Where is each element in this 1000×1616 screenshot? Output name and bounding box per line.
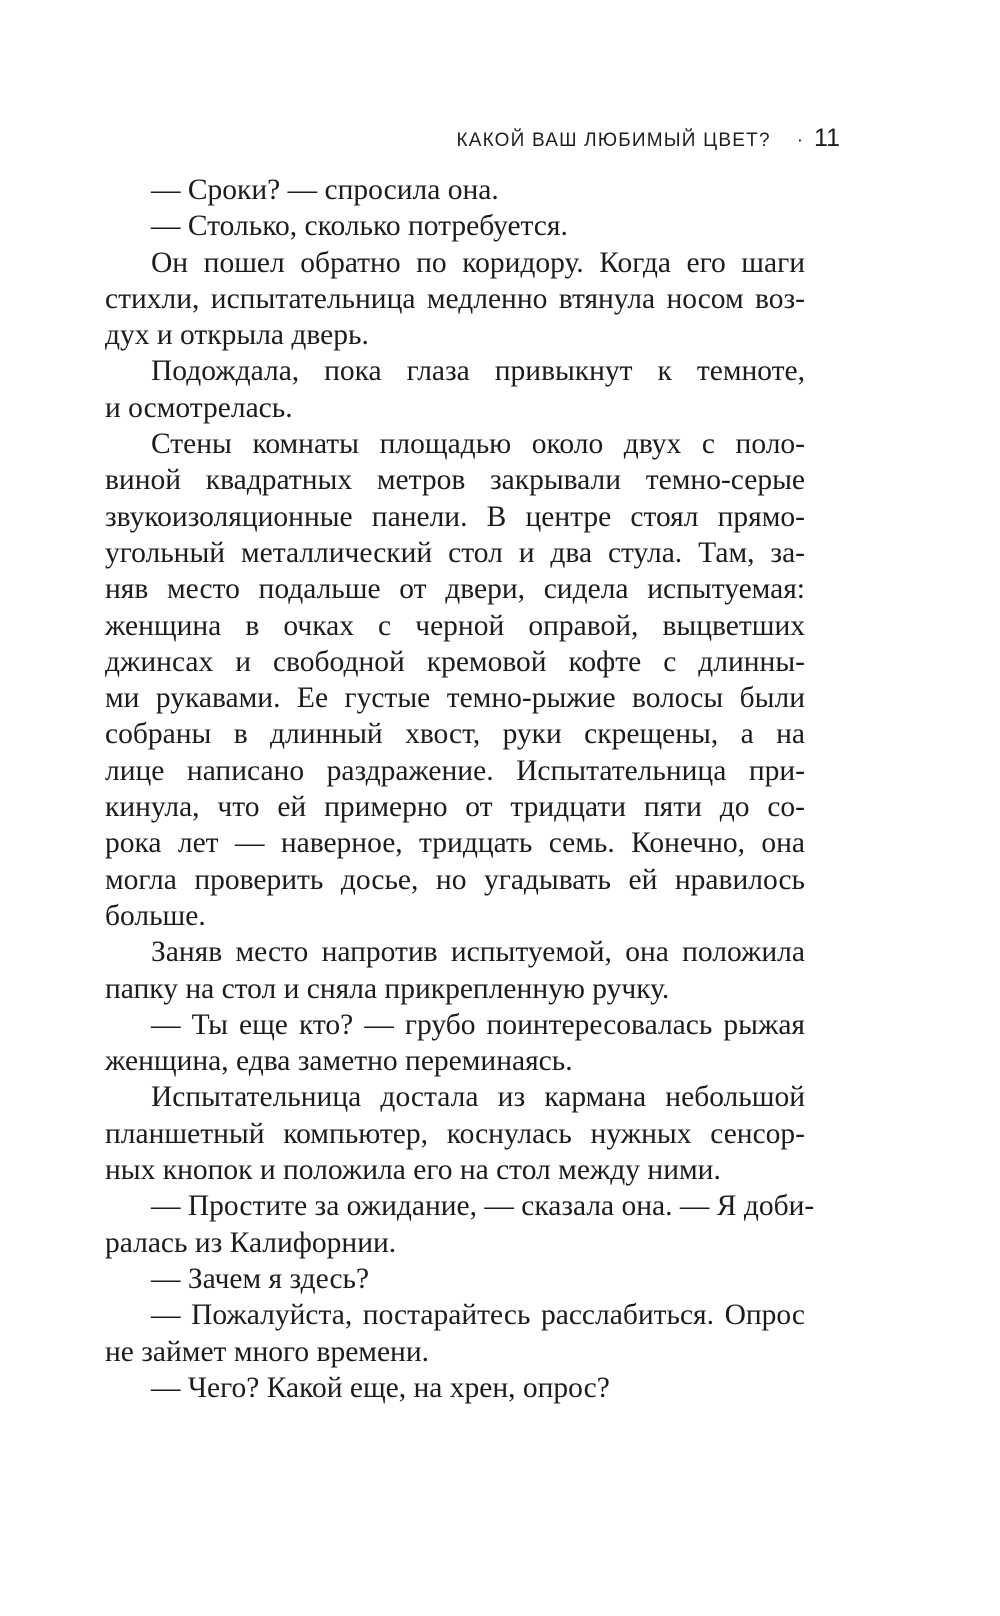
text-line: собраны в длинный хвост, руки скрещены, а на (105, 718, 805, 751)
text-line: звукоизоляционные панели. В центре стоял прямо- (105, 500, 805, 533)
text-line: — Пожалуйста, постарайтесь расслабиться. Опрос (151, 1299, 805, 1332)
paragraph (105, 208, 805, 244)
text-line: — Сроки? — спросила она. (151, 174, 499, 206)
text-line: папку на стол и сняла прикрепленную ручку. (105, 972, 670, 1005)
text-line: Подождала, пока глаза привыкнут к темноте, (151, 355, 805, 388)
text-line: — Простите за ожидание, — сказала она. — Я доби- (151, 1190, 815, 1223)
text-line: ми рукавами. Ее густые темно-рыжие волосы были (105, 682, 805, 715)
text-line: виной квадратных метров закрывали темно-серые (105, 464, 805, 497)
text-line: — Столько, сколько потребуется. (151, 210, 568, 243)
text-line: Заняв место напротив испытуемой, она положила (151, 936, 805, 969)
page-number: 11 (814, 124, 840, 152)
body-text (105, 172, 815, 1406)
text-line: угольный металлический стол и два стула. Там, за- (105, 536, 805, 569)
text-line: женщина, едва заметно переминаясь. (105, 1045, 573, 1078)
paragraph (105, 1370, 805, 1406)
text-line: дух и открыла дверь. (105, 319, 369, 352)
text-line: лице написано раздражение. Испытательница при- (105, 754, 805, 787)
running-title: КАКОЙ ВАШ ЛЮБИМЫЙ ЦВЕТ? (456, 130, 771, 151)
text-line: планшетный компьютер, коснулась нужных сенсор- (105, 1117, 805, 1150)
text-line: Стены комнаты площадью около двух с поло- (151, 428, 805, 461)
text-line: Он пошел обратно по коридору. Когда его шаги (151, 246, 805, 279)
text-line: ных кнопок и положила его на стол между ними. (105, 1154, 721, 1187)
paragraph (105, 1079, 805, 1188)
running-head (456, 124, 840, 153)
text-line: и осмотрелась. (105, 391, 293, 424)
text-line: женщина в очках с черной оправой, выцветших (105, 609, 805, 642)
text-line: — Зачем я здесь? (151, 1262, 370, 1295)
text-line: стихли, испытательница медленно втянула носом воз- (105, 282, 805, 315)
paragraph (105, 172, 805, 208)
paragraph (105, 1007, 805, 1080)
text-line: кинула, что ей примерно от тридцати пяти до со- (105, 791, 805, 824)
text-line: Испытательница достала из кармана небольшой (151, 1081, 805, 1114)
text-line: больше. (105, 899, 206, 932)
text-line: ралась из Калифорнии. (105, 1226, 397, 1259)
paragraph (105, 1261, 805, 1297)
paragraph (105, 934, 805, 1007)
text-line: няв место подальше от двери, сидела испытуемая: (105, 573, 805, 606)
text-line: могла проверить досье, но угадывать ей нравилось (105, 863, 805, 896)
paragraph (105, 245, 805, 354)
paragraph (105, 1188, 815, 1261)
text-line: — Чего? Какой еще, на хрен, опрос? (151, 1371, 610, 1404)
paragraph (105, 426, 805, 934)
text-line: не займет много времени. (105, 1335, 429, 1368)
running-head-separator: · (796, 130, 804, 151)
paragraph (105, 1297, 805, 1370)
text-line: джинсах и свободной кремовой кофте с длинны- (105, 645, 805, 678)
paragraph (105, 353, 805, 426)
text-line: рока лет — наверное, тридцать семь. Конечно, она (105, 827, 805, 860)
text-line: — Ты еще кто? — грубо поинтересовалась рыжая (151, 1008, 805, 1041)
